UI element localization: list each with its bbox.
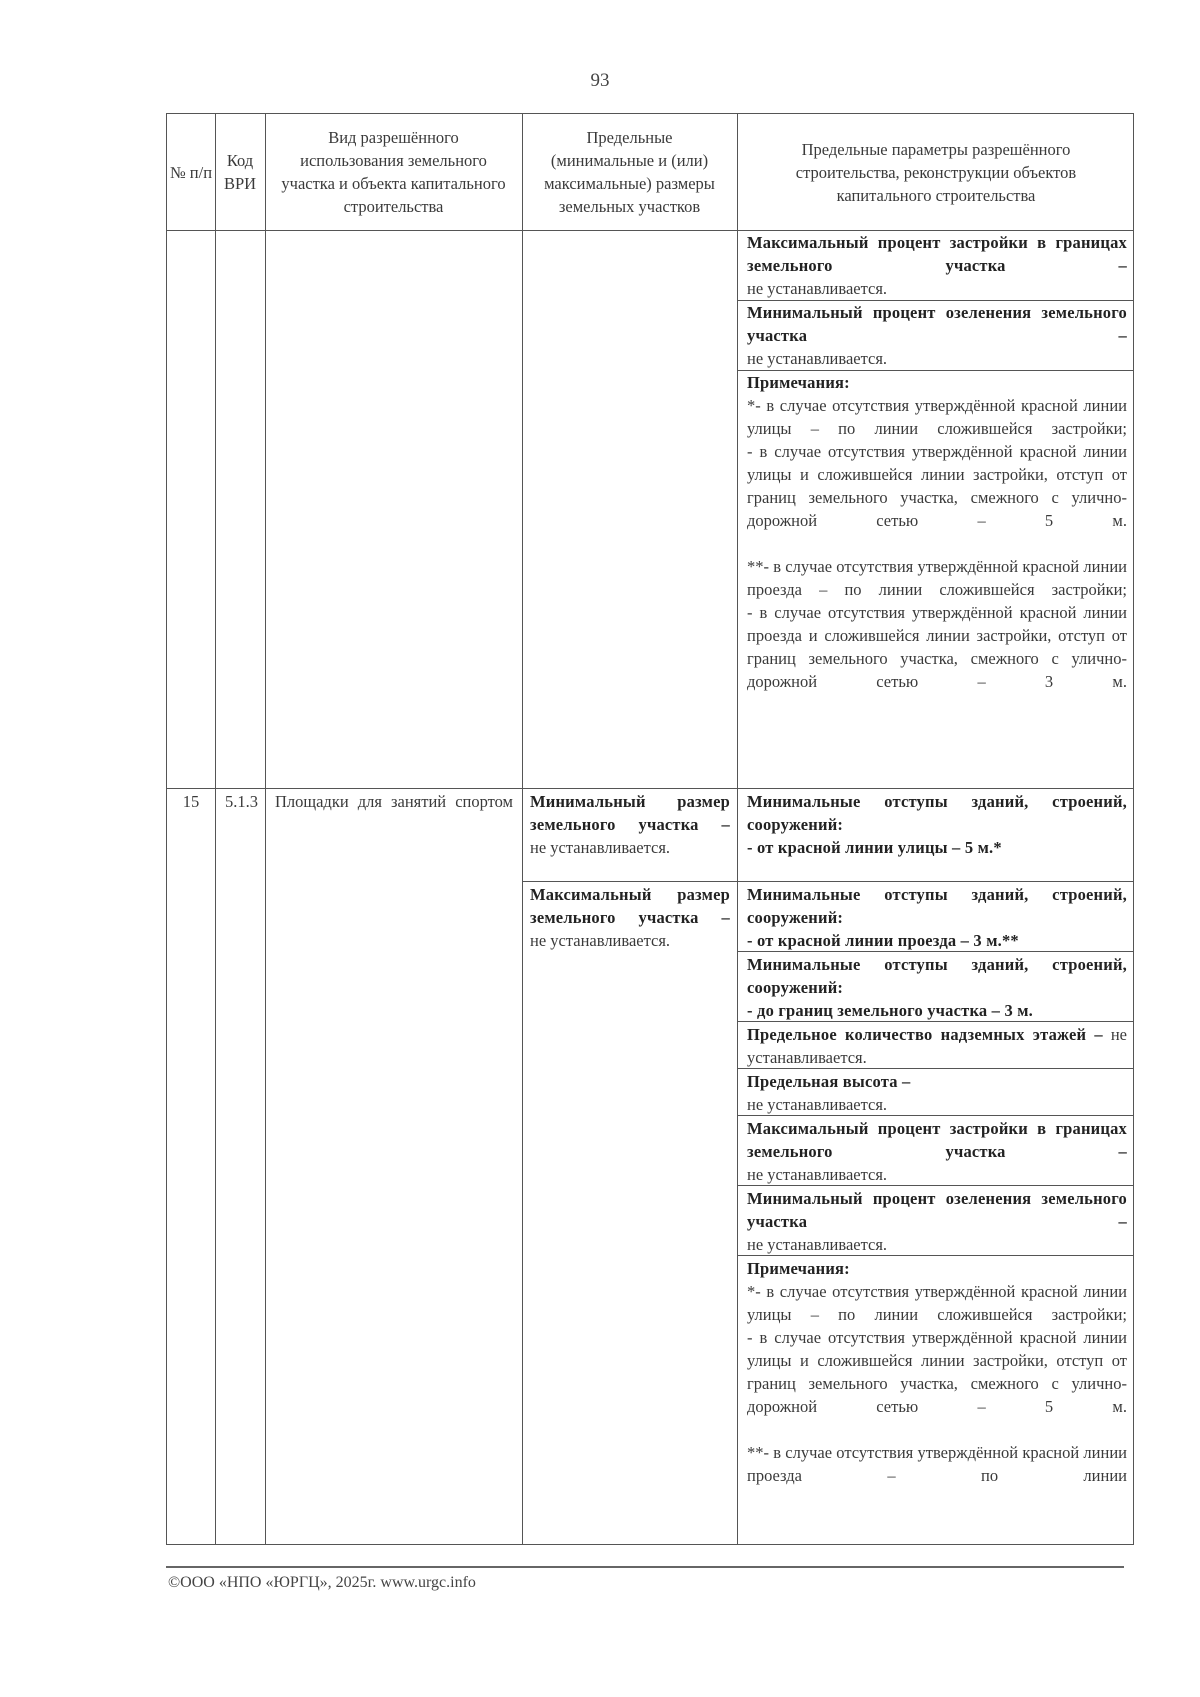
- header-use: Вид разрешённого использования земельного участка и объекта капитального строительства: [281, 128, 506, 216]
- size-text: не устанавливается.: [530, 838, 671, 857]
- notes-title: Примечания:: [747, 1259, 850, 1278]
- note-item: - в случае отсутствия утверждённой красной линии улицы и сложившейся линии застройки, отступ от границ земельного участка, смежного с улично-дорожной сетью – 5 м.: [747, 442, 1127, 530]
- footer-copyright: ©ООО «НПО «ЮРГЦ», 2025г. www.urgc.info: [168, 1574, 476, 1591]
- notes-block: [747, 1257, 1127, 1487]
- col-divider: [215, 114, 216, 1544]
- row-use: Площадки для занятий спортом: [275, 792, 513, 811]
- param-setback-boundary: [747, 953, 1127, 1022]
- size-text: не устанавливается.: [530, 931, 671, 950]
- param-text: не устанавливается.: [747, 1095, 888, 1114]
- header-num: № п/п: [169, 162, 213, 182]
- param-setback-street: [747, 790, 1127, 859]
- param-setback-driveway: [747, 883, 1127, 952]
- max-size: [530, 883, 730, 952]
- param-bold: Максимальный процент застройки в границах земельного участка –: [747, 233, 1127, 275]
- param-max-coverage: [747, 231, 1127, 300]
- min-size: [530, 790, 730, 859]
- param-text: не устанавливается.: [747, 1025, 1127, 1067]
- param-text: не устанавливается.: [747, 1235, 888, 1254]
- row-divider: [167, 788, 1133, 789]
- param-text: - от красной линии проезда – 3 м.**: [747, 931, 1019, 950]
- col-divider: [737, 114, 738, 1544]
- notes-title: Примечания:: [747, 373, 850, 392]
- param-bold: Минимальный процент озеленения земельного участка –: [747, 303, 1127, 345]
- param-bold: Минимальный процент озеленения земельного участка –: [747, 1189, 1127, 1231]
- param-height: [747, 1070, 1127, 1116]
- note-item: **- в случае отсутствия утверждённой красной линии проезда – по линии: [747, 1443, 1127, 1485]
- param-min-greenery: [747, 1187, 1127, 1256]
- header-params: Предельные параметры разрешённого строительства, реконструкции объектов капитального строительства: [795, 139, 1077, 205]
- note-item: - в случае отсутствия утверждённой красной линии проезда и сложившейся линии застройки, отступ от границ земельного участка, смежного с улично-дорожной сетью – 3 м.: [747, 603, 1127, 691]
- col-divider: [265, 114, 266, 1544]
- header-sizes: Предельные (минимальные и (или) максимальные) размеры земельных участков: [544, 128, 715, 216]
- row-divider: [522, 881, 1133, 882]
- header-code: Код ВРИ: [223, 151, 257, 193]
- param-text: не устанавливается.: [747, 279, 888, 298]
- notes-block: [747, 371, 1127, 693]
- param-bold: Минимальные отступы зданий, строений, сооружений:: [747, 955, 1127, 997]
- note-item: **- в случае отсутствия утверждённой красной линии проезда – по линии сложившейся застройки;: [747, 557, 1127, 599]
- footer-divider: [166, 1566, 1124, 1568]
- param-floors: [747, 1023, 1127, 1069]
- col-divider: [522, 114, 523, 1544]
- param-bold: Предельная высота –: [747, 1072, 911, 1091]
- size-bold: Максимальный размер земельного участка –: [530, 885, 730, 927]
- param-text: - от красной линии улицы – 5 м.*: [747, 838, 1002, 857]
- param-text: - до границ земельного участка – 3 м.: [747, 1001, 1033, 1020]
- param-bold: Максимальный процент застройки в границах земельного участка –: [747, 1119, 1127, 1161]
- note-item: *- в случае отсутствия утверждённой красной линии улицы – по линии сложившейся застройки;: [747, 396, 1127, 438]
- param-bold: Минимальные отступы зданий, строений, сооружений:: [747, 885, 1127, 927]
- param-text: не устанавливается.: [747, 1165, 888, 1184]
- row-code: 5.1.3: [225, 792, 258, 811]
- param-min-greenery: [747, 301, 1127, 370]
- param-max-coverage: [747, 1117, 1127, 1186]
- param-text: не устанавливается.: [747, 349, 888, 368]
- param-bold: Минимальные отступы зданий, строений, сооружений:: [747, 792, 1127, 834]
- note-item: *- в случае отсутствия утверждённой красной линии улицы – по линии сложившейся застройки;: [747, 1282, 1127, 1324]
- note-item: - в случае отсутствия утверждённой красной линии улицы и сложившейся линии застройки, отступ от границ земельного участка, смежного с улично-дорожной сетью – 5 м.: [747, 1328, 1127, 1416]
- size-bold: Минимальный размер земельного участка –: [530, 792, 730, 834]
- param-bold: Предельное количество надземных этажей –: [747, 1025, 1103, 1044]
- row-num: 15: [182, 792, 200, 811]
- page-number: 93: [590, 70, 610, 91]
- land-use-table: [166, 113, 1134, 1545]
